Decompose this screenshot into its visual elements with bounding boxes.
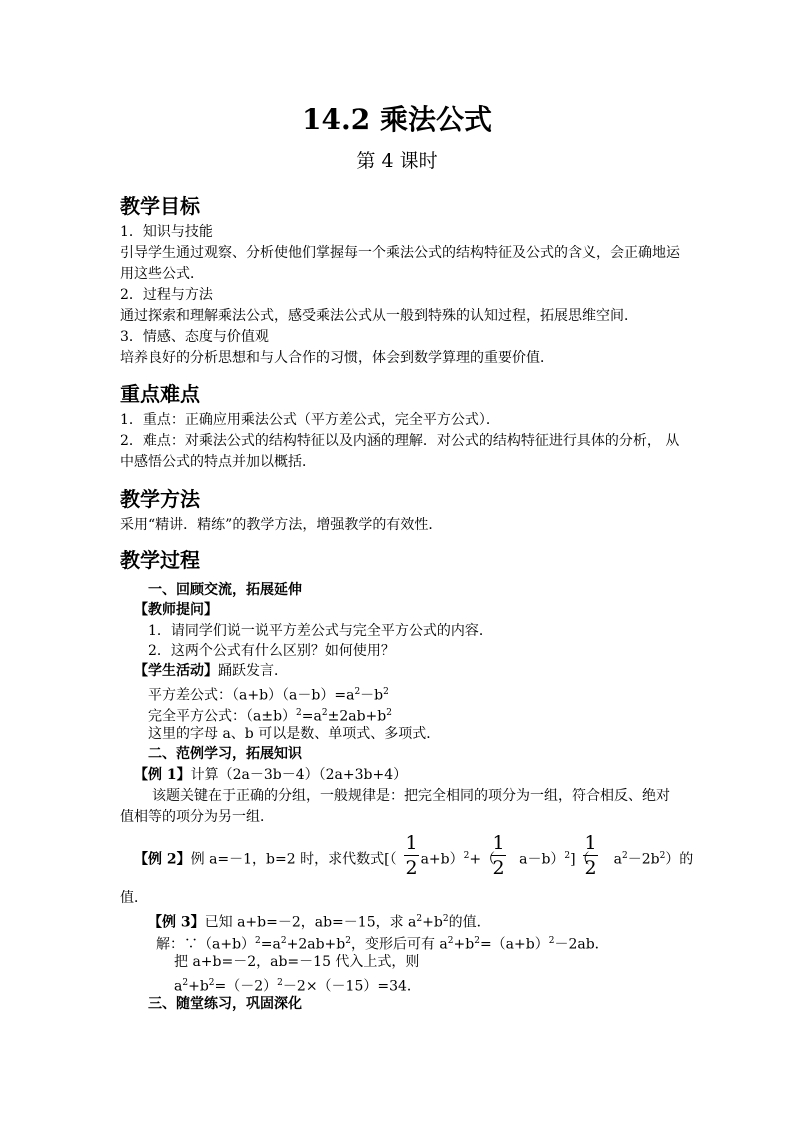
key-point-line: 中感悟公式的特点并加以概括． xyxy=(120,454,316,470)
student-activity-line xyxy=(134,661,288,681)
solution-line: 解：$\because(a+b)^2=a^2+2ab+b^2$，变形后可有 $a^2+b^2=(a+b)^2-2ab$． xyxy=(156,936,609,953)
example-2-tag: 【例 2】 xyxy=(134,851,191,868)
example-1-text: 计算（2a－3b－4）（2a+3b+4） xyxy=(190,767,408,783)
key-point-line: 2．难点：对乘法公式的结构特征以及内涵的理解．对公式的结构特征进行具体的分析， 从 xyxy=(120,433,680,449)
teacher-question-tag: 【教师提问】 xyxy=(134,602,218,618)
method-line: 采用“精讲．精练”的教学方法，增强教学的有效性． xyxy=(120,517,443,533)
page-subtitle: 第 4 课时 xyxy=(356,150,438,172)
part-heading: 一、回顾交流，拓展延伸 xyxy=(148,582,302,598)
page-title: 14.2 乘法公式 xyxy=(302,103,492,136)
fraction-one-half: 1 2 xyxy=(584,832,597,879)
note-line: 这里的字母 a、b 可以是数、单项式、多项式． xyxy=(148,726,441,742)
solution-line: 把 a+b=－2，ab=－15 代入上式，则 xyxy=(174,954,420,970)
example-2: 【例 2】例 a=－1，b=2 时，求代数式[（ a+b）$^2$+（ a－b）$^2$]（ $a^2-2b^2$）的 xyxy=(134,851,694,868)
question-line: 2．这两个公式有什么区别？如何使用？ xyxy=(148,643,395,659)
key-point-line: 1．重点：正确应用乘法公式（平方差公式，完全平方公式）． xyxy=(120,412,500,428)
section-heading-key-points: 重点难点 xyxy=(120,382,200,406)
question-line: 1．请同学们说一说平方差公式与完全平方公式的内容． xyxy=(148,623,493,639)
formula-perfect-square: 完全平方公式：$(a\pm b)^2=a^2\pm 2ab+b^2$ xyxy=(148,708,392,725)
goal-line: 1．知识与技能 xyxy=(120,224,213,240)
fraction-one-half: 1 2 xyxy=(405,832,418,879)
example-1 xyxy=(134,765,407,785)
fraction-one-half: 1 2 xyxy=(492,832,505,879)
example-2-continued: 值． xyxy=(120,890,148,906)
example-1-tag: 【例 1】 xyxy=(134,767,191,783)
goal-line: 用这些公式． xyxy=(120,266,204,282)
part-heading: 三、随堂练习，巩固深化 xyxy=(148,996,302,1012)
goal-line: 通过探索和理解乘法公式，感受乘法公式从一般到特殊的认知过程，拓展思维空间． xyxy=(120,308,638,324)
student-activity-text: 踊跃发言． xyxy=(218,663,288,679)
goal-line: 培养良好的分析思想和与人合作的习惯，体会到数学算理的重要价值． xyxy=(120,350,554,366)
goal-line: 2．过程与方法 xyxy=(120,287,213,303)
goal-line: 3．情感、态度与价值观 xyxy=(120,329,269,345)
example-1-analysis: 值相等的项分为另一组． xyxy=(120,809,274,825)
solution-line: $a^2+b^2=(-2)^2-2\times(-15)=34$． xyxy=(174,978,421,995)
goal-line: 引导学生通过观察、分析使他们掌握每一个乘法公式的结构特征及公式的含义，会正确地运 xyxy=(120,245,680,261)
example-3-tag: 【例 3】 xyxy=(148,914,205,931)
part-heading: 二、范例学习，拓展知识 xyxy=(148,746,302,762)
student-activity-tag: 【学生活动】 xyxy=(134,663,218,679)
formula-difference-of-squares: 平方差公式：$(a+b)(a-b)=a^2-b^2$ xyxy=(148,687,389,704)
example-3: 【例 3】已知 a+b=－2，ab=－15，求 $a^2+b^2$的值． xyxy=(148,914,491,931)
section-heading-process: 教学过程 xyxy=(120,548,200,572)
section-heading-goals: 教学目标 xyxy=(120,194,200,218)
section-heading-method: 教学方法 xyxy=(120,487,200,511)
example-1-analysis: 该题关键在于正确的分组，一般规律是：把完全相同的项分为一组，符合相反、绝对 xyxy=(152,788,670,804)
